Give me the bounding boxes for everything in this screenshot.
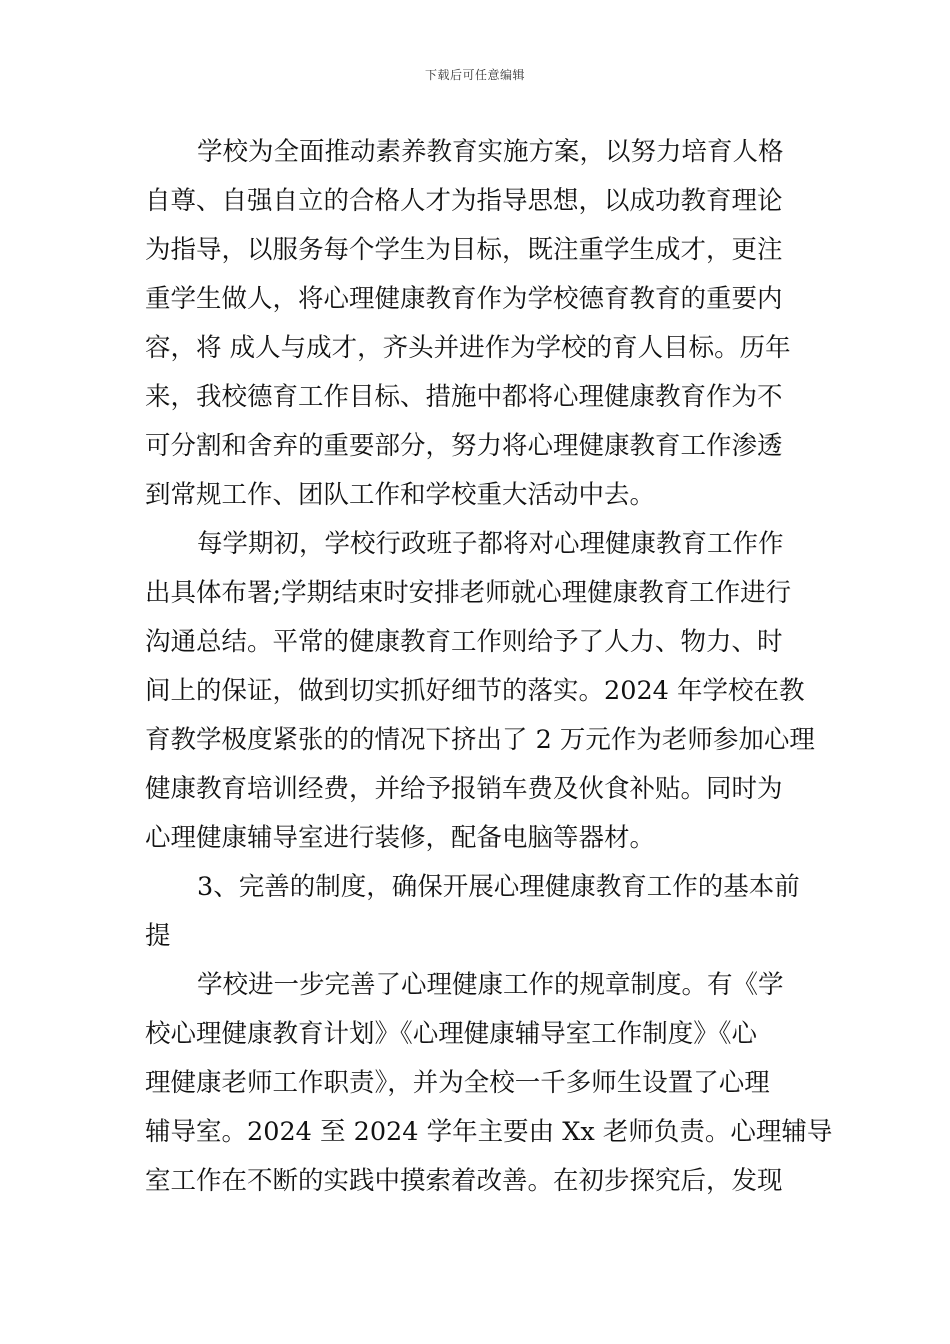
section-heading: 3、完善的制度，确保开展心理健康教育工作的基本前 <box>197 872 800 902</box>
text-line: 重学生做人，将心理健康教育作为学校德育教育的重要内 <box>145 284 783 314</box>
text-line: 来，我校德育工作目标、措施中都将心理健康教育作为不 <box>145 382 783 412</box>
text-line: 每学期初，学校行政班子都将对心理健康教育工作作 <box>197 529 784 559</box>
text-line: 校心理健康教育计划》《心理健康辅导室工作制度》《心 <box>145 1019 758 1049</box>
text-line: 理健康老师工作职责》，并为全校一千多师生设置了心理 <box>145 1068 770 1098</box>
text-line: 辅导室。2024 至 2024 学年主要由 Xx 老师负责。心理辅导 <box>145 1117 833 1147</box>
text-line: 可分割和舍弃的重要部分，努力将心理健康教育工作渗透 <box>145 431 783 461</box>
text-line: 到常规工作、团队工作和学校重大活动中去。 <box>145 480 656 510</box>
text-line: 沟通总结。平常的健康教育工作则给予了人力、物力、时 <box>145 627 783 657</box>
text-line: 健康教育培训经费，并给予报销车费及伙食补贴。同时为 <box>145 774 783 804</box>
text-line: 育教学极度紧张的的情况下挤出了 2 万元作为老师参加心理 <box>145 725 815 755</box>
text-line: 出具体布署;学期结束时安排老师就心理健康教育工作进行 <box>145 578 792 608</box>
text-line: 室工作在不断的实践中摸索着改善。在初步探究后，发现 <box>145 1166 783 1196</box>
header-note: 下载后可任意编辑 <box>424 68 525 82</box>
section-heading-continuation: 提 <box>145 921 171 951</box>
text-line: 间上的保证，做到切实抓好细节的落实。2024 年学校在教 <box>145 676 805 706</box>
text-line: 容，将 成人与成才，齐头并进作为学校的育人目标。历年 <box>145 333 791 363</box>
body-text <box>145 128 833 1206</box>
text-line: 学校为全面推动素养教育实施方案，以努力培育人格 <box>197 137 784 167</box>
text-line: 学校进一步完善了心理健康工作的规章制度。有《学 <box>197 970 784 1000</box>
text-line: 为指导，以服务每个学生为目标，既注重学生成才，更注 <box>145 235 783 265</box>
text-line: 心理健康辅导室进行装修，配备电脑等器材。 <box>145 823 656 853</box>
text-line: 自尊、自强自立的合格人才为指导思想，以成功教育理论 <box>145 186 783 216</box>
